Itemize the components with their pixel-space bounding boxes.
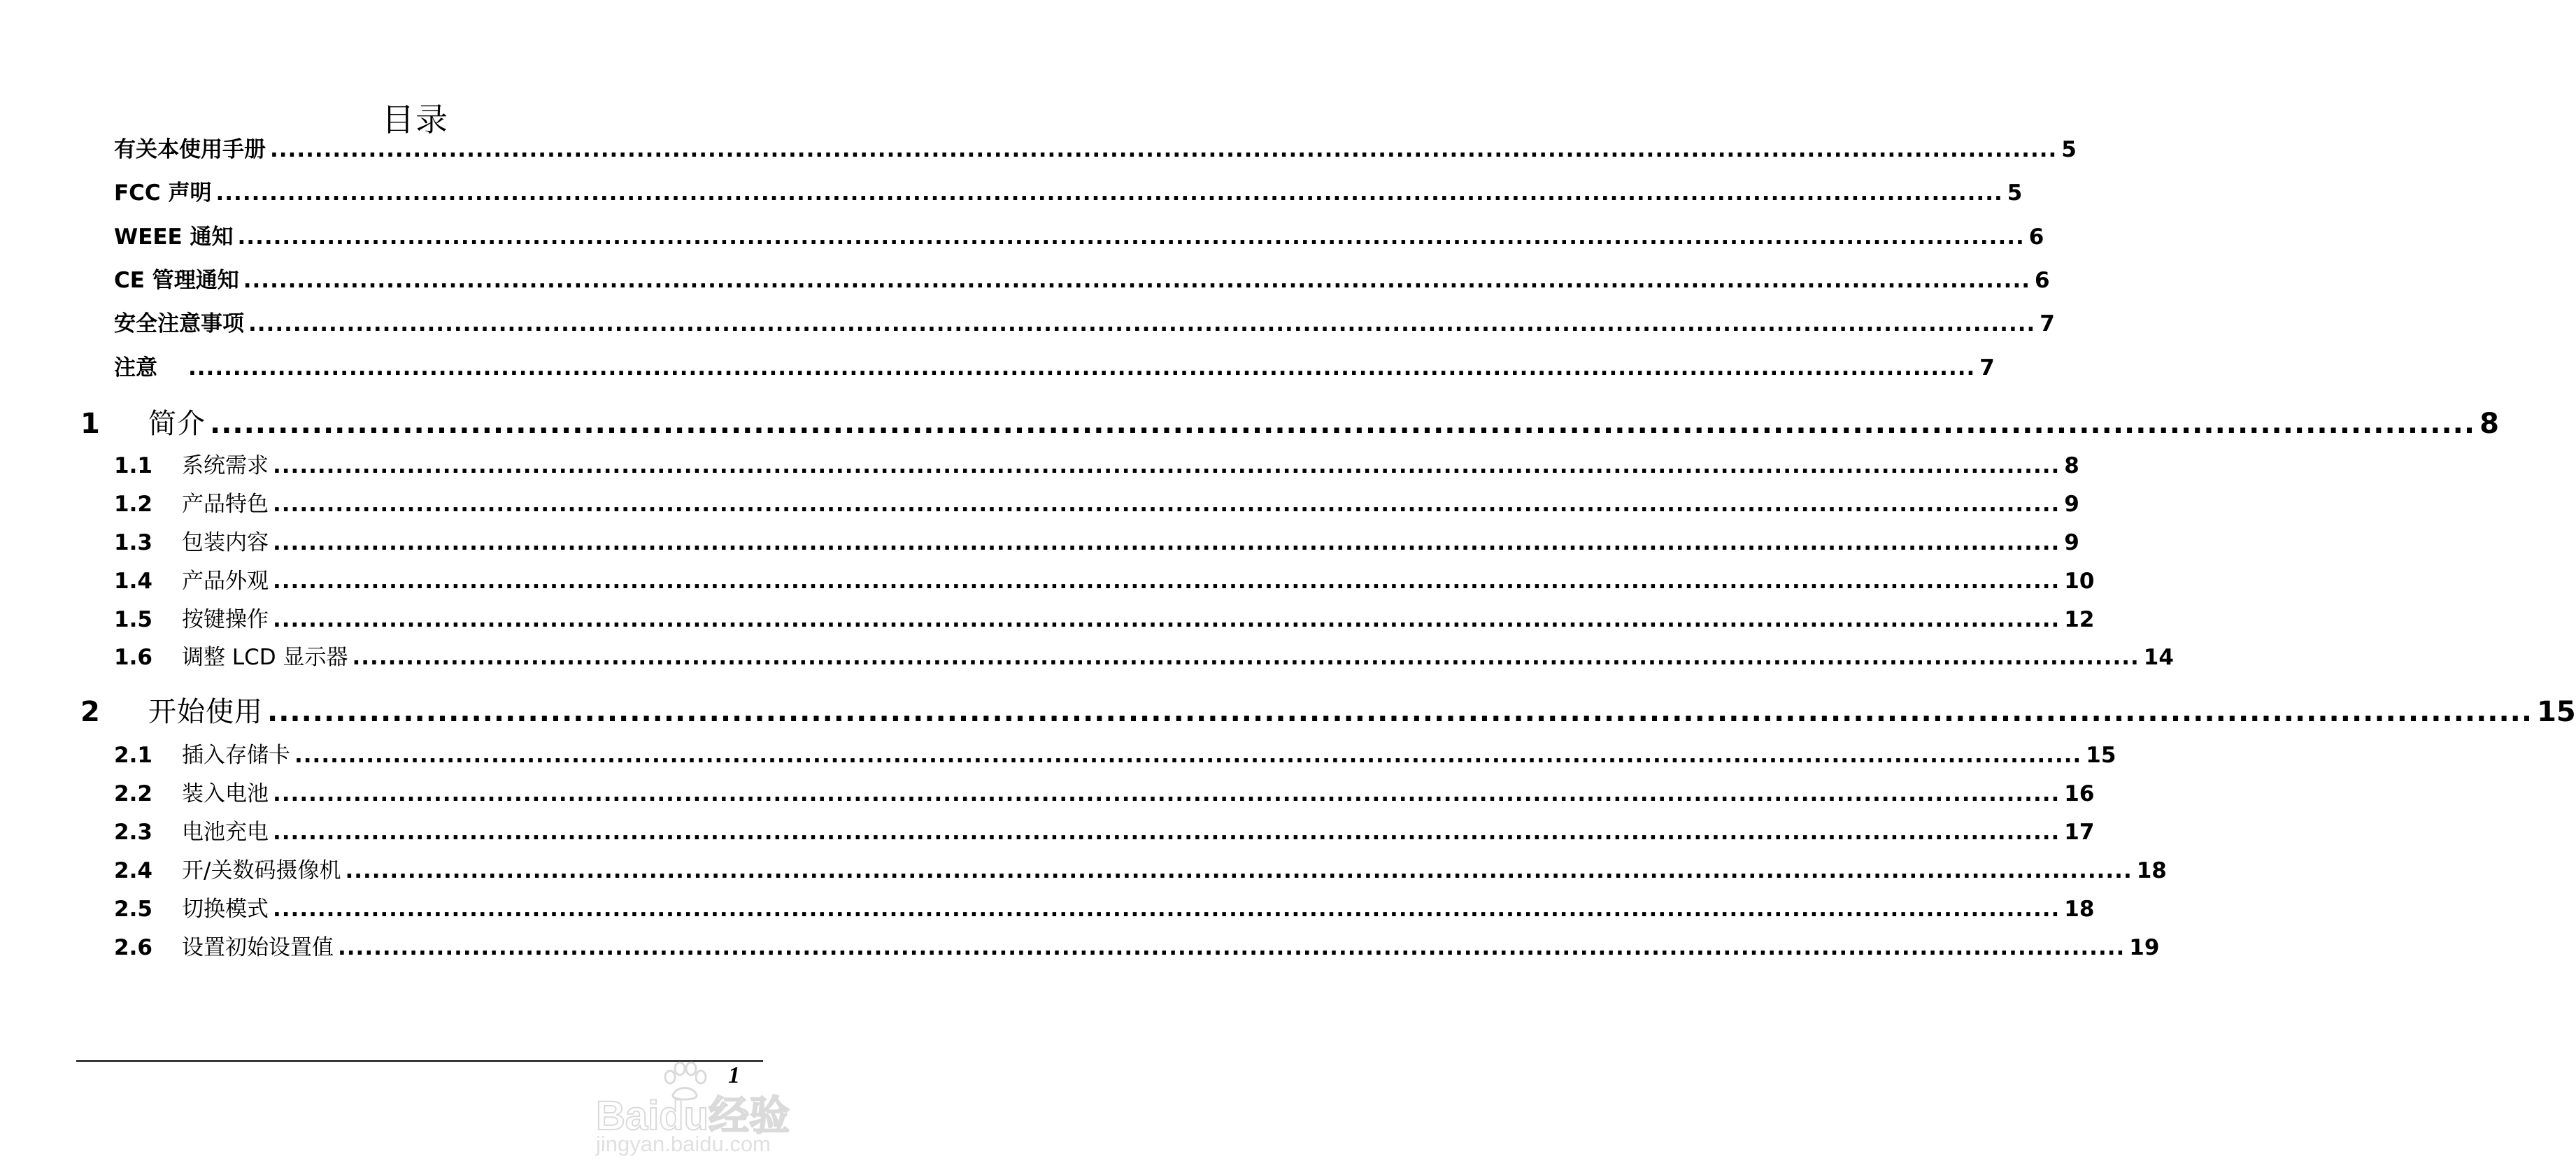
toc-section[interactable]: [114, 448, 2079, 479]
toc-section[interactable]: [114, 853, 2167, 884]
toc-section[interactable]: [114, 776, 2095, 807]
toc-section[interactable]: [114, 525, 2079, 556]
toc-entry-page: 5: [2061, 137, 2077, 162]
toc-section-text: 装入电池: [182, 781, 269, 806]
toc-entry-page: 6: [2035, 268, 2050, 293]
toc-section-page: 9: [2064, 492, 2079, 517]
toc-section-number: 1.4: [114, 569, 152, 594]
toc-section-number: 2.2: [114, 781, 152, 806]
toc-section-text: 产品特色: [182, 492, 269, 517]
toc-section-number: 1.2: [114, 492, 152, 517]
toc-entry-page: 7: [2040, 311, 2055, 336]
toc-entry[interactable]: [114, 306, 2055, 337]
leader-dots: ........................................................................................................................................................................................................: [248, 311, 2036, 336]
watermark: [596, 1062, 790, 1167]
toc-entry-text: 安全注意事项: [114, 311, 244, 336]
toc-section[interactable]: [114, 563, 2095, 594]
leader-dots: ........................................................................................................................................................................................................: [273, 781, 2061, 806]
leader-dots: ........................................................................................................................................................................................................: [273, 492, 2061, 517]
toc-section-number: 2.6: [114, 935, 152, 960]
toc-entry-page: 5: [2007, 180, 2023, 206]
toc-section-text: 开/关数码摄像机: [182, 858, 341, 883]
toc-section-text: 包装内容: [182, 530, 269, 555]
toc-chapter-number: 1: [80, 408, 100, 440]
toc-section-text: 插入存储卡: [182, 743, 290, 768]
toc-chapter[interactable]: [80, 401, 2499, 441]
toc-chapter-number: 2: [80, 696, 100, 728]
toc-section-page: 16: [2064, 781, 2095, 806]
toc-section[interactable]: [114, 814, 2095, 846]
toc-entry[interactable]: [114, 175, 2023, 206]
watermark-brand: Baidu经验: [596, 1093, 790, 1139]
leader-dots: ........................................................................................................................................................................................................: [273, 820, 2061, 845]
toc-section-text: 产品外观: [182, 569, 269, 594]
toc-entry-page: 6: [2028, 225, 2044, 250]
toc-entry-page: 7: [1979, 355, 1995, 380]
leader-dots: ........................................................................................................................................................................................................: [267, 696, 2533, 728]
toc-section-page: 18: [2136, 858, 2167, 883]
toc-section[interactable]: [114, 737, 2116, 769]
toc-section-text: 系统需求: [182, 453, 269, 478]
toc-section-number: 2.4: [114, 858, 152, 883]
toc-section-page: 12: [2064, 607, 2095, 632]
toc-entry-text: 注意: [114, 355, 179, 380]
toc-section-page: 10: [2064, 569, 2095, 594]
toc-section-number: 1.1: [114, 453, 152, 478]
leader-dots: ........................................................................................................................................................................................................: [237, 225, 2025, 250]
toc-chapter[interactable]: [80, 690, 2576, 729]
page-number: 1: [728, 1062, 740, 1088]
toc-entry-text: WEEE 通知: [114, 225, 234, 250]
leader-dots: ........................................................................................................................................................................................................: [210, 408, 2476, 440]
toc-chapter-page: 15: [2537, 696, 2576, 728]
toc-section-page: 14: [2143, 645, 2174, 670]
toc-entry-text: 有关本使用手册: [114, 137, 266, 162]
toc-section-page: 17: [2064, 820, 2095, 845]
toc-section[interactable]: [114, 891, 2095, 923]
leader-dots: ........................................................................................................................................................................................................: [270, 137, 2058, 162]
page-title: 目录: [382, 100, 449, 138]
toc-section[interactable]: [114, 930, 2160, 961]
leader-dots: ........................................................................................................................................................................................................: [273, 453, 2061, 478]
toc-section-page: 15: [2086, 743, 2116, 768]
toc-section-number: 1.5: [114, 607, 152, 632]
toc-section-number: 2.5: [114, 897, 152, 922]
toc-section-text: 调整 LCD 显示器: [182, 645, 348, 670]
toc-entry-text: CE 管理通知: [114, 268, 239, 293]
leader-dots: ........................................................................................................................................................................................................: [273, 897, 2061, 922]
toc-section-text: 按键操作: [182, 607, 269, 632]
toc-chapter-page: 8: [2479, 408, 2499, 440]
toc-section-number: 1.6: [114, 645, 152, 670]
leader-dots: ........................................................................................................................................................................................................: [352, 645, 2140, 670]
leader-dots: ........................................................................................................................................................................................................: [338, 935, 2126, 960]
toc-section-number: 2.1: [114, 743, 152, 768]
toc-entry[interactable]: [114, 262, 2050, 294]
watermark-url: jingyan.baidu.com: [596, 1132, 771, 1156]
toc-chapter-text: 简介: [148, 408, 206, 440]
leader-dots: ........................................................................................................................................................................................................: [215, 180, 2003, 206]
leader-dots: ........................................................................................................................................................................................................: [273, 607, 2061, 632]
leader-dots: ........................................................................................................................................................................................................: [345, 858, 2133, 883]
leader-dots: ........................................................................................................................................................................................................: [188, 355, 1976, 380]
leader-dots: ........................................................................................................................................................................................................: [243, 268, 2031, 293]
toc-section-text: 切换模式: [182, 897, 269, 922]
toc-section-page: 18: [2064, 897, 2095, 922]
toc-section-number: 2.3: [114, 820, 152, 845]
leader-dots: ........................................................................................................................................................................................................: [273, 530, 2061, 555]
toc-section[interactable]: [114, 601, 2095, 633]
leader-dots: ........................................................................................................................................................................................................: [294, 743, 2082, 768]
toc-section-page: 9: [2064, 530, 2079, 555]
toc-section-page: 19: [2129, 935, 2160, 960]
toc-section-number: 1.3: [114, 530, 152, 555]
toc-section-text: 设置初始设置值: [182, 935, 334, 960]
toc-chapter-text: 开始使用: [148, 696, 263, 728]
toc-section-page: 8: [2064, 453, 2079, 478]
toc-entry-text: FCC 声明: [114, 180, 212, 206]
toc-entry[interactable]: [114, 131, 2077, 163]
toc-section[interactable]: [114, 486, 2079, 518]
toc-entry[interactable]: [114, 219, 2044, 250]
toc-entry[interactable]: [114, 350, 1995, 381]
toc-section-text: 电池充电: [182, 820, 269, 845]
leader-dots: ........................................................................................................................................................................................................: [273, 569, 2061, 594]
toc-section[interactable]: [114, 639, 2174, 671]
